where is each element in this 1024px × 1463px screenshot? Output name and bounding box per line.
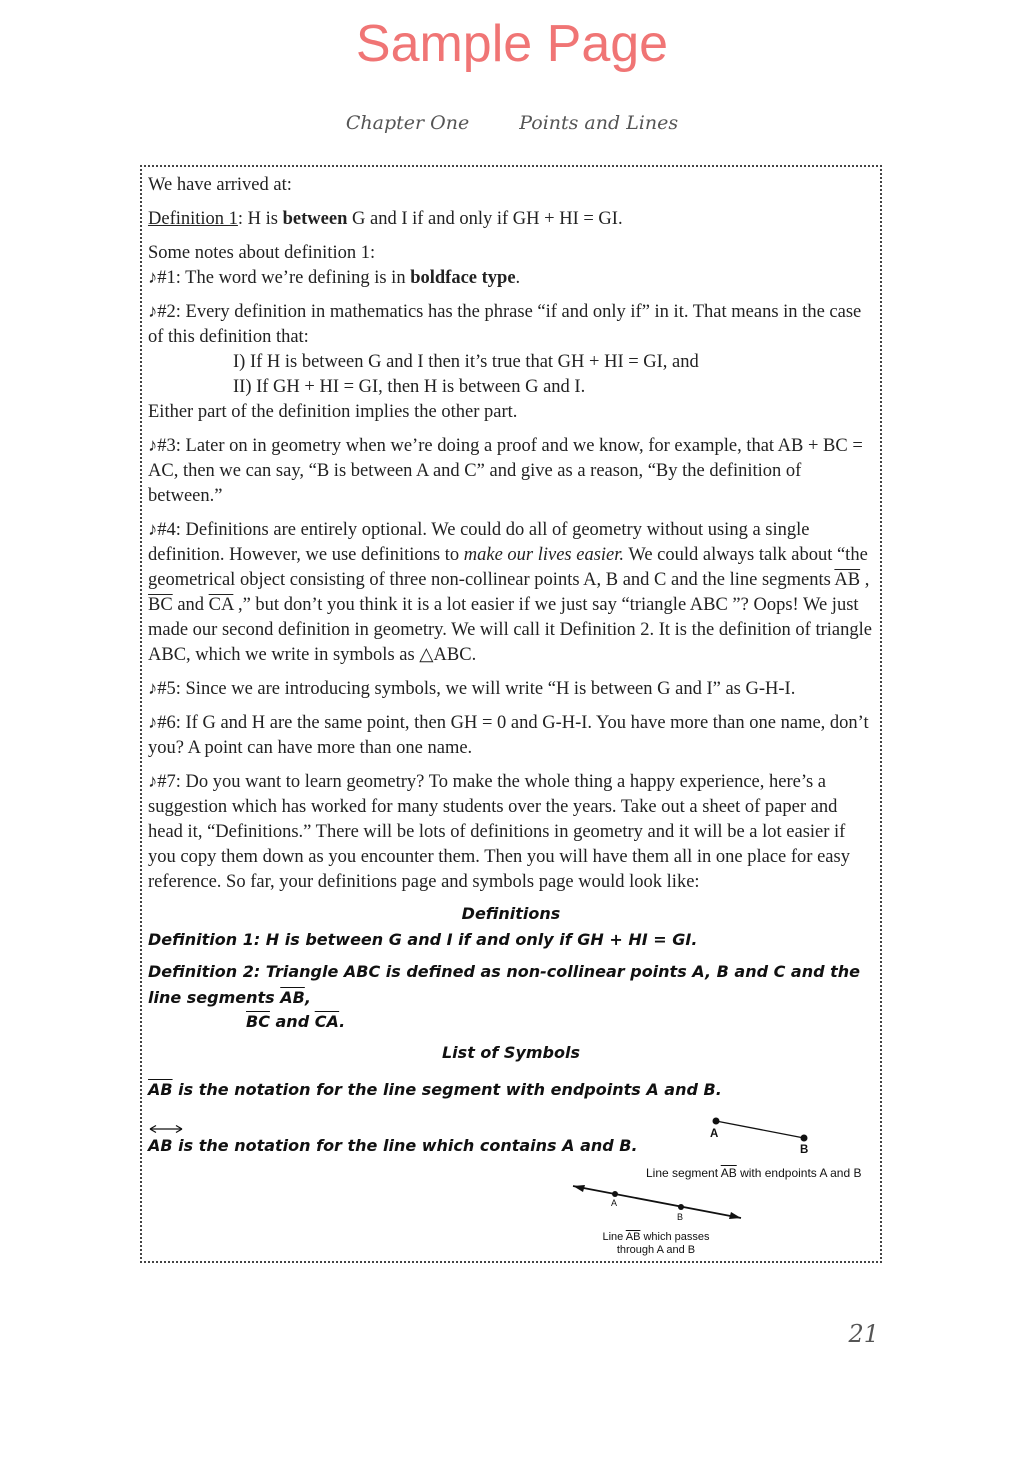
- note-4-c: ,” but don’t you think it is a lot easier if we just say “triangle ABC ”? Oops! We just made our second definition in geometry. We will call it Definition 2. It is the definition of triangle ABC, which we write in symbols as △ABC.: [148, 595, 872, 665]
- segment-caption-pre: Line segment: [646, 1166, 721, 1180]
- line-caption: [597, 1231, 715, 1257]
- hand-seg-bc: $\overline{BC}$: [246, 1012, 270, 1031]
- line-point-b: [678, 1204, 684, 1210]
- note-4-italic: make our lives easier.: [463, 545, 625, 565]
- definition-1-post: G and I if and only if GH + HI = GI.: [347, 209, 623, 229]
- chapter-label: Chapter One: [345, 112, 470, 134]
- sample-watermark: Sample Page: [355, 15, 669, 73]
- line-caption-post: which passes: [640, 1231, 710, 1243]
- note-6: ♪#6: If G and H are the same point, then GH = 0 and G-H-I. You have more than one name, don’t you? A point can have more than one name.: [148, 713, 869, 758]
- line-label-b: B: [677, 1212, 684, 1222]
- line-symbol-label: AB: [148, 1136, 173, 1155]
- hand-seg-ab: $\overline{AB}$: [280, 988, 305, 1007]
- hand-def2-d: .: [339, 1012, 346, 1031]
- line-caption-1: [597, 1231, 715, 1244]
- note-2-text: ♪#2: Every definition in mathematics has the phrase “if and only if” in it. That means in the case of this definition that:: [148, 302, 862, 347]
- segment-notation-text: is the notation for the line segment with endpoints A and B.: [172, 1080, 722, 1099]
- segment-ab: $\overline{AB}$: [834, 570, 861, 590]
- segment-ca: $\overline{CA}$: [208, 595, 234, 615]
- segment-caption-seg: $\overline{AB}$: [720, 1166, 737, 1180]
- note-4-sep1: ,: [860, 570, 870, 590]
- definition-1-term: between: [282, 209, 348, 229]
- definition-1-label: Definition 1: [148, 209, 238, 229]
- chapter-title: Points and Lines: [519, 112, 679, 134]
- note-2: [148, 300, 874, 425]
- definition-1: [148, 207, 874, 232]
- note-4-sep2: and: [172, 595, 209, 615]
- line-figure: [565, 1176, 750, 1226]
- line-point-a: [612, 1191, 618, 1197]
- segment-notation: [148, 1080, 722, 1099]
- segment-point-a: [713, 1118, 720, 1125]
- page-number: 21: [848, 1320, 879, 1348]
- content-box: [140, 165, 882, 1263]
- line-label-a: A: [611, 1198, 618, 1208]
- note-4-b: We could always talk about “the geometrical object consisting of three non-collinear points A, B and C and the line segments: [148, 545, 868, 590]
- segment-caption-post: with endpoints A and B: [736, 1166, 862, 1180]
- note-3: ♪#3: Later on in geometry when we’re doing a proof and we know, for example, that AB + BC = AC, then we can say, “B is between A and C” and give as a reason, “By the definition of between.”: [148, 436, 863, 506]
- note-1-bold: boldface type: [410, 268, 516, 288]
- note-4: [148, 518, 874, 668]
- segment-label-a: A: [710, 1128, 719, 1140]
- note-2-part-ii: II) If GH + HI = GI, then H is between G and I.: [233, 377, 586, 397]
- segment-symbol: $\overline{AB}$: [148, 1080, 173, 1099]
- hand-def2-c: and: [269, 1012, 315, 1031]
- running-head: [0, 112, 1024, 134]
- segment-label-b: B: [800, 1144, 809, 1156]
- hand-definition-2-cont: [148, 1011, 874, 1033]
- notes-intro: Some notes about definition 1:: [148, 243, 376, 263]
- line-notation: [148, 1136, 638, 1155]
- symbols-heading: List of Symbols: [441, 1043, 581, 1062]
- hand-def2-a: Definition 2: Triangle ABC is defined as non-collinear points A, B and C and the line segments: [148, 962, 861, 1007]
- line-symbol: [148, 1136, 173, 1155]
- line-caption-line: $\overline{AB}$: [625, 1231, 641, 1243]
- double-arrow-icon: [148, 1124, 184, 1134]
- note-5: ♪#5: Since we are introducing symbols, we will write “H is between G and I” as G-H-I.: [148, 679, 796, 699]
- intro-text: We have arrived at:: [148, 175, 292, 195]
- definition-1-pre: : H is: [237, 209, 283, 229]
- note-1-pre: ♪#1: The word we’re defining is in: [148, 268, 411, 288]
- line-caption-pre: Line: [602, 1231, 626, 1243]
- line-caption-2: through A and B: [616, 1244, 696, 1256]
- note-4-a: ♪#4: Definitions are entirely optional. We could do all of geometry without using a single definition. However, we use definitions to: [148, 520, 810, 565]
- hand-definition-2: [148, 959, 874, 1011]
- note-1-post: .: [515, 268, 521, 288]
- segment-bc: $\overline{BC}$: [148, 595, 173, 615]
- note-2-part-i: I) If H is between G and I then it’s true that GH + HI = GI, and: [233, 352, 699, 372]
- hand-definition-1: Definition 1: H is between G and I if and only if GH + HI = GI.: [148, 930, 698, 949]
- line-notation-text: is the notation for the line which contains A and B.: [172, 1136, 638, 1155]
- hand-def2-b: ,: [304, 988, 311, 1007]
- hand-seg-ca: $\overline{CA}$: [314, 1012, 340, 1031]
- definitions-heading: Definitions: [461, 904, 561, 923]
- note-7: ♪#7: Do you want to learn geometry? To make the whole thing a happy experience, here’s a suggestion which has worked for many students over the years. Take out a sheet of paper and head it, “Definitions.” There will be lots of definitions in geometry and it will be a lot easier if you copy them down as you encounter them. Then you will have them all in one place for easy reference. So far, your definitions page and symbols page would look like:: [148, 772, 850, 892]
- note-2-end: Either part of the definition implies the other part.: [148, 402, 518, 422]
- note-1: [148, 266, 874, 291]
- segment-point-b: [801, 1135, 808, 1142]
